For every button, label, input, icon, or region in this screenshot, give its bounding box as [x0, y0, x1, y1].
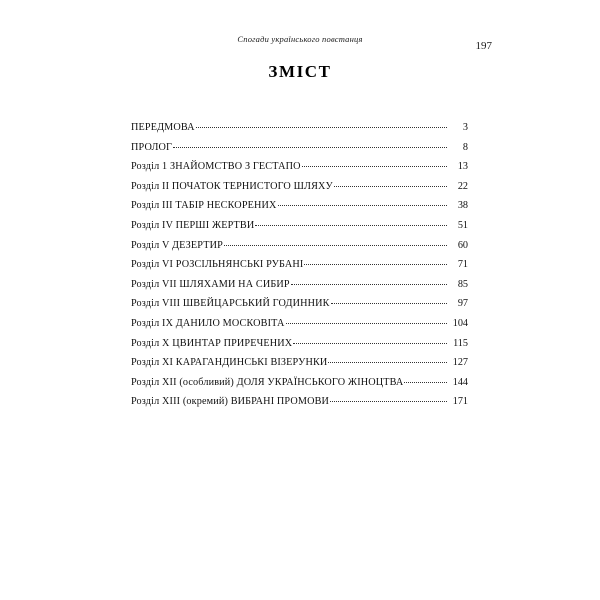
toc-entry[interactable] [131, 334, 468, 354]
running-head: Спогади українського повстанця [237, 34, 363, 44]
toc-entry[interactable] [131, 275, 468, 295]
toc-entry-label: Розділ IV ПЕРШІ ЖЕРТВИ [131, 219, 255, 231]
table-of-contents [131, 118, 468, 412]
toc-entry-page: 60 [457, 239, 468, 251]
dot-leader [173, 147, 447, 148]
toc-entry-page: 13 [457, 161, 468, 173]
toc-entry-page: 22 [457, 180, 468, 192]
toc-entry[interactable] [131, 196, 468, 216]
dot-leader [293, 343, 447, 344]
toc-entry-page: 171 [452, 396, 468, 408]
toc-entry-label: Розділ III ТАБІР НЕСКОРЕНИХ [131, 200, 277, 212]
toc-entry-label: Розділ 1 ЗНАЙОМСТВО З ГЕСТАПО [131, 161, 301, 173]
toc-entry[interactable] [131, 118, 468, 138]
toc-entry-page: 127 [452, 357, 468, 369]
toc-entry-label: Розділ XI КАРАГАНДИНСЬКІ ВІЗЕРУНКИ [131, 357, 328, 369]
toc-entry-label: Розділ VI РОЗСІЛЬНЯНСЬКІ РУБАНІ [131, 259, 304, 271]
toc-entry[interactable] [131, 314, 468, 334]
toc-entry-label: ПРОЛОГ [131, 141, 173, 153]
toc-entry[interactable] [131, 255, 468, 275]
toc-entry[interactable] [131, 236, 468, 256]
toc-entry-page: 71 [457, 259, 468, 271]
toc-entry-page: 144 [452, 376, 468, 388]
toc-entry-label: Розділ V ДЕЗЕРТИР [131, 239, 223, 251]
toc-entry[interactable] [131, 157, 468, 177]
toc-entry-page: 8 [462, 141, 468, 153]
page-title: ЗМІСТ [268, 62, 332, 81]
toc-entry-label: Розділ XIII (окремий) ВИБРАНІ ПРОМОВИ [131, 396, 330, 408]
toc-entry-page: 115 [453, 337, 468, 349]
toc-entry-page: 38 [457, 200, 468, 212]
dot-leader [196, 127, 447, 128]
dot-leader [278, 205, 447, 206]
toc-entry[interactable] [131, 216, 468, 236]
toc-entry-label: Розділ IX ДАНИЛО МОСКОВІТА [131, 317, 285, 329]
toc-entry-page: 51 [457, 219, 468, 231]
dot-leader [334, 186, 447, 187]
toc-entry[interactable] [131, 353, 468, 373]
toc-entry-page: 85 [457, 278, 468, 290]
toc-entry-label: Розділ VII ШЛЯХАМИ НА СИБИР [131, 278, 290, 290]
toc-entry[interactable] [131, 294, 468, 314]
dot-leader [304, 264, 447, 265]
toc-entry-page: 3 [462, 122, 468, 133]
dot-leader [286, 323, 447, 324]
toc-entry[interactable] [131, 138, 468, 158]
toc-entry[interactable] [131, 392, 468, 412]
dot-leader [328, 362, 447, 363]
toc-entry[interactable] [131, 177, 468, 197]
toc-entry-label: Розділ X ЦВИНТАР ПРИРЕЧЕНИХ [131, 337, 293, 349]
dot-leader [255, 225, 447, 226]
toc-entry-label: ПЕРЕДМОВА [131, 122, 195, 133]
toc-entry-page: 97 [457, 298, 468, 310]
toc-entry[interactable] [131, 373, 468, 393]
dot-leader [224, 245, 447, 246]
toc-entry-label: Розділ XII (особливий) ДОЛЯ УКРАЇНСЬКОГО ЖІНОЦТВА [131, 376, 404, 388]
dot-leader [404, 382, 447, 383]
dot-leader [330, 401, 447, 402]
toc-entry-label: Розділ II ПОЧАТОК ТЕРНИСТОГО ШЛЯХУ [131, 180, 333, 192]
toc-entry-page: 104 [452, 317, 468, 329]
toc-entry-label: Розділ VIII ШВЕЙЦАРСЬКИЙ ГОДИННИК [131, 298, 330, 310]
dot-leader [302, 166, 447, 167]
dot-leader [331, 303, 447, 304]
dot-leader [291, 284, 447, 285]
page-number-folio: 197 [475, 40, 492, 52]
